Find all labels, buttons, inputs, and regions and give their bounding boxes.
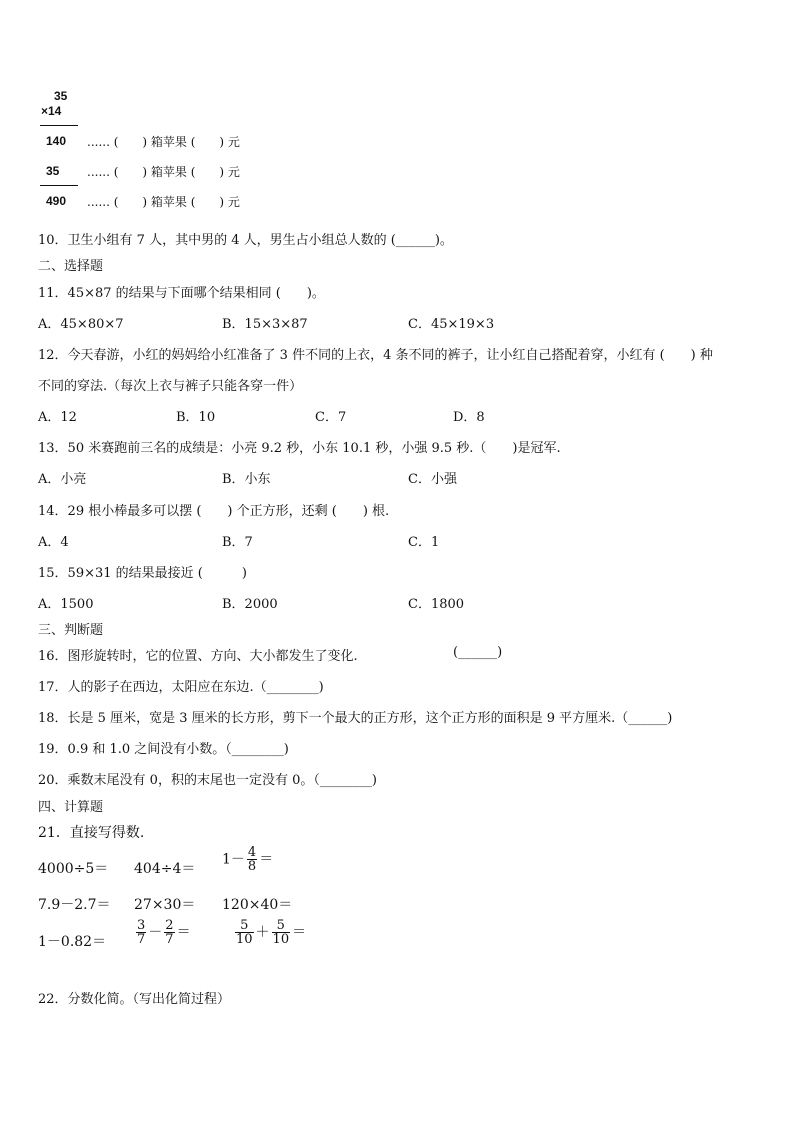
calc-operator: －: [148, 924, 163, 941]
q13-option-b[interactable]: B．小东: [222, 472, 271, 487]
q15-option-b[interactable]: B．2000: [222, 597, 278, 612]
calc-item-fraction: [134, 919, 191, 946]
mult-row-text: ...... ( ) 箱苹果 ( ) 元: [87, 195, 240, 209]
fraction: [136, 919, 146, 946]
question-17: 17．人的影子在西边，太阳应在东边.（________): [38, 680, 324, 695]
question-10: 10．卫生小组有 7 人，其中男的 4 人，男生占小组总人数的 (______)。: [38, 233, 453, 248]
question-12-line1: 12．今天春游，小红的妈妈给小红准备了 3 件不同的上衣，4 条不同的裤子，让小红自己搭配着穿，小红有 ( ) 种: [38, 348, 713, 363]
fraction-numerator: 2: [165, 918, 174, 933]
q15-option-a[interactable]: A．1500: [38, 597, 94, 612]
question-12-line2: 不同的穿法.（每次上衣与裤子只能各穿一件）: [38, 379, 303, 394]
question-19: 19．0.9 和 1.0 之间没有小数。（________): [38, 742, 289, 757]
q12-option-b[interactable]: B．10: [176, 410, 216, 425]
calc-item: 404÷4＝: [134, 861, 196, 877]
question-18: 18．长是 5 厘米，宽是 3 厘米的长方形，剪下一个最大的正方形，这个正方形的面积是 9 平方厘米.（______): [38, 711, 673, 726]
calc-item: 27×30＝: [134, 897, 196, 913]
q11-option-b[interactable]: B．15×3×87: [222, 317, 308, 332]
fraction-denominator: 10: [236, 932, 253, 947]
fraction-numerator: 5: [240, 918, 249, 933]
question-15: 15．59×31 的结果最接近 ( ): [38, 566, 247, 581]
mult-row-text: ...... ( ) 箱苹果 ( ) 元: [87, 135, 240, 149]
section-heading-choice: 二、选择题: [38, 259, 104, 274]
fraction: [235, 919, 254, 946]
fraction-numerator: 3: [137, 918, 146, 933]
question-21-title: 21．直接写得数.: [38, 825, 145, 841]
mult-row-num: 35: [46, 164, 60, 178]
calc-equals: ＝: [259, 851, 274, 868]
fraction-denominator: 8: [247, 859, 257, 874]
mult-top: 35: [54, 89, 68, 103]
question-13: 13．50 米赛跑前三名的成绩是：小亮 9.2 秒，小东 10.1 秒，小强 9.5 秒.（ )是冠军.: [38, 441, 561, 456]
mult-line: [40, 185, 78, 186]
q13-option-c[interactable]: C．小强: [408, 472, 457, 487]
question-20: 20．乘数末尾没有 0，积的末尾也一定没有 0。（________): [38, 773, 377, 788]
fraction-denominator: 7: [137, 932, 146, 947]
calc-equals: ＝: [176, 924, 191, 941]
question-14: 14．29 根小棒最多可以摆 ( ) 个正方形，还剩 ( ) 根.: [38, 504, 390, 519]
q14-option-c[interactable]: C．1: [408, 535, 440, 550]
fraction-denominator: 7: [165, 932, 174, 947]
q14-option-a[interactable]: A．4: [38, 535, 69, 550]
q12-option-c[interactable]: C．7: [315, 410, 347, 425]
q16-blank[interactable]: (______): [453, 645, 503, 660]
mult-line: [40, 125, 78, 126]
fraction: [164, 919, 174, 946]
q13-option-a[interactable]: A．小亮: [38, 472, 87, 487]
fraction-numerator: 5: [276, 918, 285, 933]
question-11: 11．45×87 的结果与下面哪个结果相同 ( )。: [38, 286, 325, 301]
fraction: [247, 846, 257, 873]
calc-prefix: 1－: [222, 851, 245, 868]
calc-equals: ＝: [292, 924, 307, 941]
q14-option-b[interactable]: B．7: [222, 535, 253, 550]
question-16: 16．图形旋转时，它的位置、方向、大小都发生了变化.: [38, 649, 358, 664]
q12-option-a[interactable]: A．12: [38, 410, 77, 425]
fraction-denominator: 10: [272, 932, 290, 947]
mult-factor: ×14: [41, 104, 62, 118]
q11-option-c[interactable]: C．45×19×3: [408, 317, 495, 332]
calc-item-fraction: [233, 919, 306, 946]
q11-option-a[interactable]: A．45×80×7: [38, 317, 124, 332]
calc-item: 4000÷5＝: [38, 861, 109, 877]
q12-option-d[interactable]: D．8: [453, 410, 485, 425]
question-22: 22．分数化简。（写出化简过程）: [38, 992, 231, 1007]
calc-item-fraction: [222, 846, 273, 873]
q15-option-c[interactable]: C．1800: [408, 597, 465, 612]
calc-item: 7.9－2.7＝: [38, 897, 111, 913]
section-heading-calc: 四、计算题: [38, 800, 104, 815]
calc-operator: ＋: [255, 924, 270, 941]
fraction-numerator: 4: [247, 845, 257, 860]
mult-row-num: 140: [46, 134, 67, 148]
calc-item: 1－0.82＝: [38, 934, 107, 950]
mult-row-text: ...... ( ) 箱苹果 ( ) 元: [87, 165, 240, 179]
mult-row-num: 490: [46, 194, 67, 208]
fraction: [272, 919, 291, 946]
calc-item: 120×40＝: [222, 897, 293, 913]
section-heading-judge: 三、判断题: [38, 623, 104, 638]
